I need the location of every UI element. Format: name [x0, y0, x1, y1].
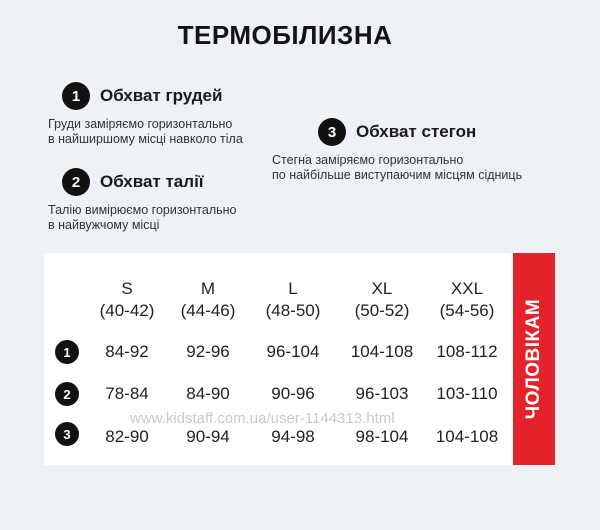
measure-title: Обхват грудей — [100, 86, 223, 105]
table-cell: 94-98 — [271, 427, 315, 446]
table-cell: 104-108 — [350, 342, 414, 361]
measure-waist — [48, 168, 236, 233]
column-header-s — [87, 278, 167, 322]
page-title: ТЕРМОБІЛИЗНА — [177, 20, 393, 50]
column-header-m — [168, 278, 248, 322]
table-cell: 96-104 — [266, 342, 320, 361]
number-badge: 1 — [62, 82, 90, 110]
table-cell: 84-90 — [186, 384, 230, 403]
number-badge: 3 — [318, 118, 346, 146]
column-header-xxl — [427, 278, 507, 322]
size-label: S — [121, 279, 133, 298]
size-label: XXL — [450, 279, 484, 298]
gender-band — [513, 253, 555, 465]
row-number-badge: 2 — [55, 382, 79, 406]
table-cell: 104-108 — [435, 427, 499, 446]
table-cell: 82-90 — [105, 427, 149, 446]
size-range: (40-42) — [99, 301, 155, 320]
table-cell: 108-112 — [436, 342, 498, 361]
measure-title: Обхват стегон — [356, 122, 477, 141]
table-cell: 78-84 — [105, 384, 149, 403]
table-cell: 92-96 — [186, 342, 230, 361]
size-range: (54-56) — [439, 301, 495, 320]
size-table — [44, 253, 513, 465]
number-badge: 2 — [62, 168, 90, 196]
table-cell: 98-104 — [355, 427, 409, 446]
table-cell: 90-94 — [186, 427, 230, 446]
table-cell: 90-96 — [271, 384, 315, 403]
measure-description: Талію вимірюємо горизонтально в найвужчому місці — [48, 203, 237, 232]
size-range: (50-52) — [354, 301, 410, 320]
measure-hips — [272, 118, 522, 183]
size-range: (44-46) — [180, 301, 236, 320]
size-label: XL — [371, 279, 393, 298]
row-number-badge: 3 — [55, 422, 79, 446]
column-header-xl — [342, 278, 422, 322]
watermark: www.kidstaff.com.ua/user-1144313.html — [130, 410, 395, 427]
measure-description: Стегна заміряємо горизонтально по найбільше виступаючим місцям сідниць — [272, 153, 523, 182]
measure-title: Обхват талії — [100, 172, 204, 191]
size-label: L — [288, 279, 298, 298]
size-label: M — [200, 279, 216, 298]
table-cell: 96-103 — [355, 384, 409, 403]
gender-label: ЧОЛОВІКАМ — [523, 298, 544, 420]
column-header-l — [253, 278, 333, 322]
measure-description: Груди заміряємо горизонтально в найширшому місці навколо тіла — [48, 117, 243, 146]
table-cell: 84-92 — [105, 342, 149, 361]
size-range: (48-50) — [265, 301, 321, 320]
measure-chest — [48, 82, 243, 147]
table-cell: 103-110 — [436, 384, 498, 403]
row-number-badge: 1 — [55, 340, 79, 364]
